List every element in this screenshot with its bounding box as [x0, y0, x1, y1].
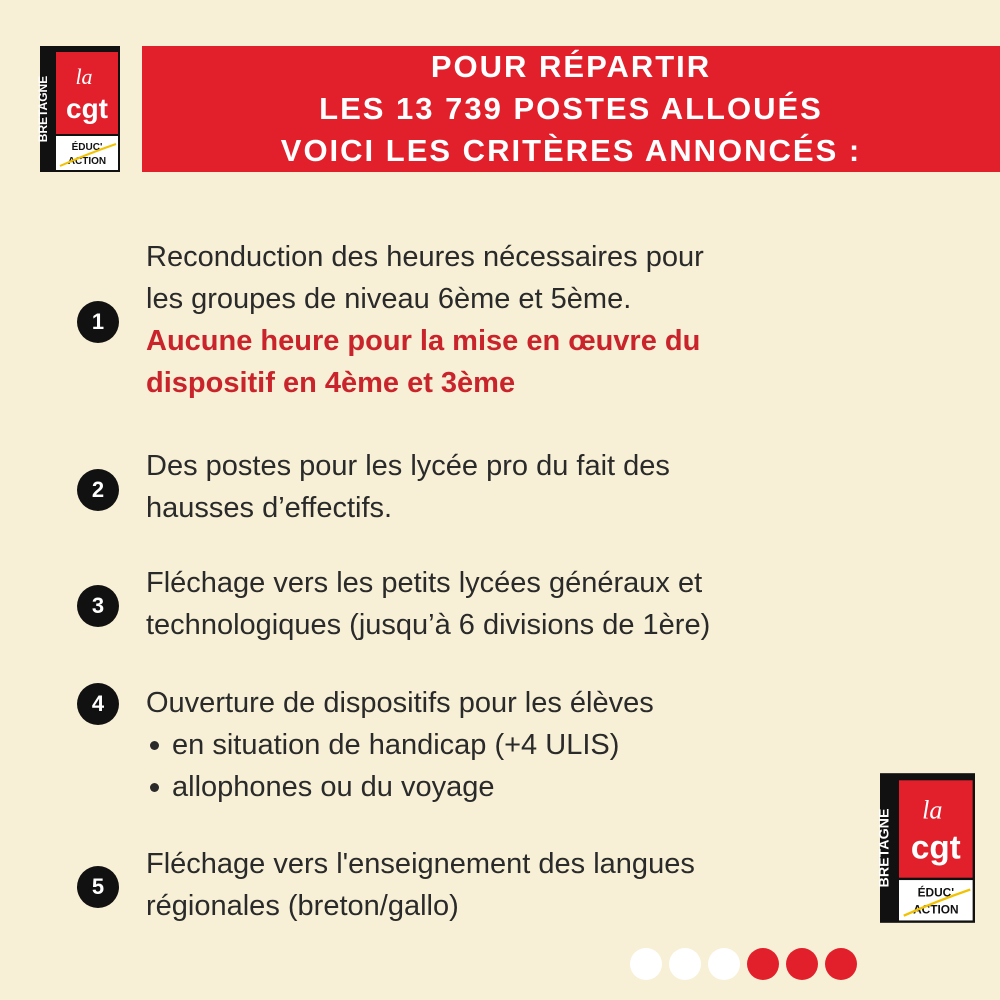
logo-bottom-region-text: BRETAGNE	[876, 808, 893, 888]
header-banner	[142, 46, 1000, 172]
number-badge-3: 3	[77, 585, 119, 627]
item-2-line-1: Des postes pour les lycée pro du fait des	[146, 450, 670, 482]
header-line-1: POUR RÉPARTIR	[430, 49, 712, 84]
number-badge-1: 1	[77, 301, 119, 343]
logo-bottom-cgt-text: cgt	[910, 829, 961, 867]
logo-la-text: la	[75, 64, 93, 89]
cgt-logo	[36, 46, 120, 172]
page-dot-5[interactable]	[786, 948, 818, 980]
cgt-logo-graphic-bottom	[876, 772, 975, 924]
number-badge-5: 5	[77, 866, 119, 908]
logo-bottom-action-text: ACTION	[913, 902, 959, 917]
logo-educ-text: ÉDUC'	[71, 142, 103, 153]
criteria-text-1	[146, 236, 846, 404]
item-1-emphasis-2: dispositif en 4ème et 3ème	[146, 367, 516, 399]
item-1-line-1: Reconduction des heures nécessaires pour	[146, 241, 704, 273]
logo-action-text: ACTION	[67, 156, 107, 167]
item-4-bullet-2: allophones ou du voyage	[146, 766, 846, 808]
item-5-line-2: régionales (breton/gallo)	[146, 890, 459, 922]
page-dot-3[interactable]	[708, 948, 740, 980]
item-3-line-1: Fléchage vers les petits lycées généraux et	[146, 567, 703, 599]
logo-region-text: BRETAGNE	[36, 75, 50, 143]
logo-cgt-text: cgt	[66, 93, 108, 124]
cgt-logo-bottom	[876, 772, 975, 924]
pagination-dots	[630, 948, 857, 980]
criteria-text-5	[146, 843, 846, 927]
number-badge-2: 2	[77, 469, 119, 511]
page-dot-6[interactable]	[825, 948, 857, 980]
page-dot-1[interactable]	[630, 948, 662, 980]
cgt-logo-graphic	[36, 46, 120, 172]
item-4-bullet-1: en situation de handicap (+4 ULIS)	[146, 724, 846, 766]
header-line-3: VOICI LES CRITÈRES ANNONCÉS :	[280, 133, 862, 168]
page-dot-2[interactable]	[669, 948, 701, 980]
number-badge-4: 4	[77, 683, 119, 725]
criteria-text-4	[146, 682, 846, 808]
item-2-line-2: hausses d’effectifs.	[146, 492, 393, 524]
item-1-emphasis-1: Aucune heure pour la mise en œuvre du	[146, 325, 701, 357]
item-5-line-1: Fléchage vers l'enseignement des langues	[146, 848, 695, 880]
page-dot-4[interactable]	[747, 948, 779, 980]
header-line-2: LES 13 739 POSTES ALLOUÉS	[319, 91, 823, 126]
logo-bottom-educ-text: ÉDUC'	[917, 885, 955, 900]
item-1-line-2: les groupes de niveau 6ème et 5ème.	[146, 283, 632, 315]
logo-bottom-la-text: la	[922, 795, 943, 825]
criteria-text-2	[146, 445, 846, 529]
item-4-line-1: Ouverture de dispositifs pour les élèves	[146, 687, 654, 719]
item-3-line-2: technologiques (jusqu’à 6 divisions de 1ère)	[146, 609, 711, 641]
criteria-text-3	[146, 562, 846, 646]
